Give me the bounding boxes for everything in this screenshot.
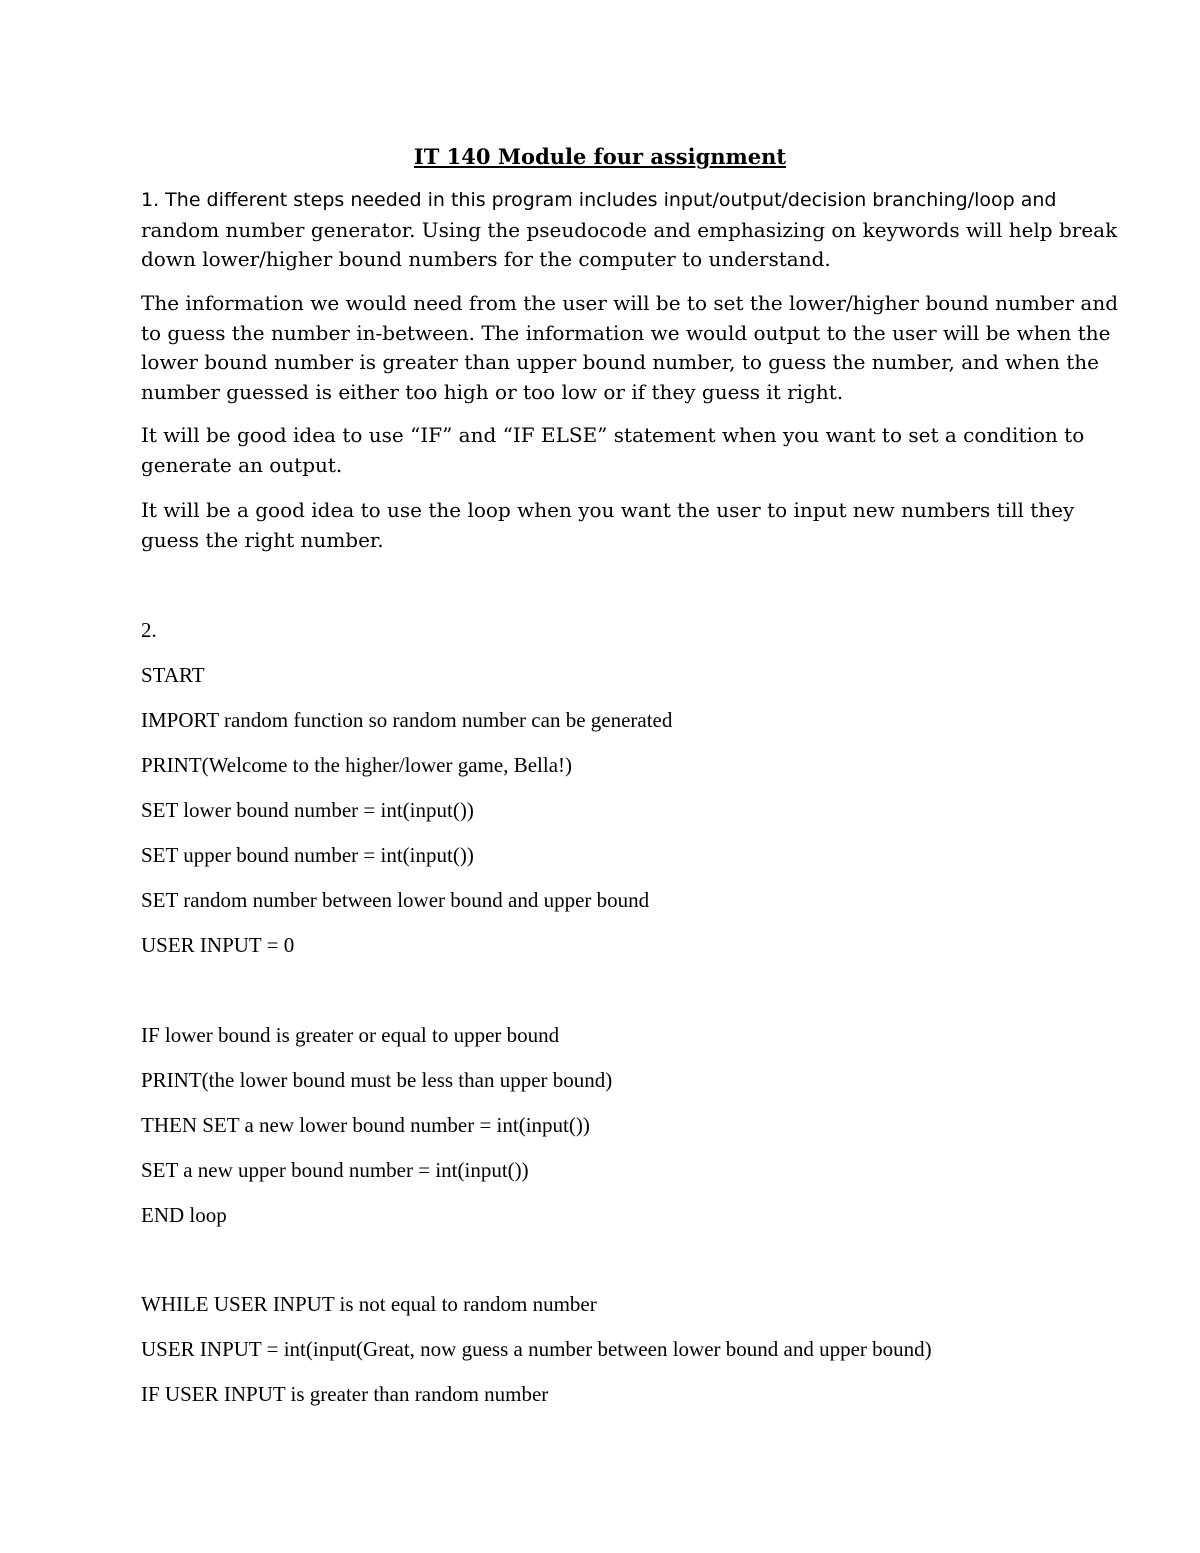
- code-line: SET random number between lower bound and upper bound: [141, 888, 650, 912]
- paragraph-information: [141, 289, 1119, 407]
- paragraph-if-else: [141, 421, 1085, 480]
- paragraph-line: lower bound number is greater than upper bound number, to guess the number, and when the: [141, 350, 1100, 375]
- paragraph-line: The information we would need from the user will be to set the lower/higher bound number and: [141, 291, 1119, 315]
- paragraph-line: down lower/higher bound numbers for the computer to understand.: [141, 247, 831, 272]
- code-line: SET upper bound number = int(input()): [141, 843, 474, 867]
- paragraph-line: 1. The different steps needed in this program includes input/output/decision branching/loop and: [141, 189, 1057, 211]
- paragraph-line: number guessed is either too high or too low or if they guess it right.: [141, 379, 844, 404]
- code-line: WHILE USER INPUT is not equal to random number: [141, 1292, 597, 1316]
- code-line: START: [141, 663, 205, 687]
- paragraph-line: random number generator. Using the pseudocode and emphasizing on keywords will help break: [141, 217, 1118, 242]
- code-line: PRINT(the lower bound must be less than upper bound): [141, 1068, 613, 1092]
- code-line: END loop: [141, 1203, 227, 1227]
- code-line: PRINT(Welcome to the higher/lower game, Bella!): [141, 753, 573, 777]
- code-line: SET lower bound number = int(input()): [141, 798, 474, 822]
- code-line: USER INPUT = 0: [141, 933, 295, 957]
- document-title: IT 140 Module four assignment: [413, 144, 787, 169]
- paragraph-line: It will be good idea to use “IF” and “IF ELSE” statement when you want to set a condition to: [141, 423, 1085, 447]
- code-line: IF USER INPUT is greater than random number: [141, 1382, 549, 1406]
- paragraph-line: generate an output.: [141, 452, 343, 477]
- section-number: 2.: [141, 618, 157, 642]
- paragraph-loop: [141, 496, 1075, 555]
- paragraph-line: to guess the number in-between. The information we would output to the user will be when the: [141, 320, 1111, 345]
- code-line: USER INPUT = int(input(Great, now guess a number between lower bound and upper bound): [141, 1337, 932, 1361]
- code-line: IF lower bound is greater or equal to upper bound: [141, 1023, 560, 1047]
- code-line: SET a new upper bound number = int(input()): [141, 1158, 529, 1182]
- paragraph-steps: [141, 186, 1118, 275]
- code-line: IMPORT random function so random number can be generated: [141, 708, 673, 732]
- paragraph-line: guess the right number.: [141, 527, 384, 552]
- paragraph-line: It will be a good idea to use the loop when you want the user to input new numbers till they: [141, 498, 1075, 522]
- code-line: THEN SET a new lower bound number = int(input()): [141, 1113, 590, 1137]
